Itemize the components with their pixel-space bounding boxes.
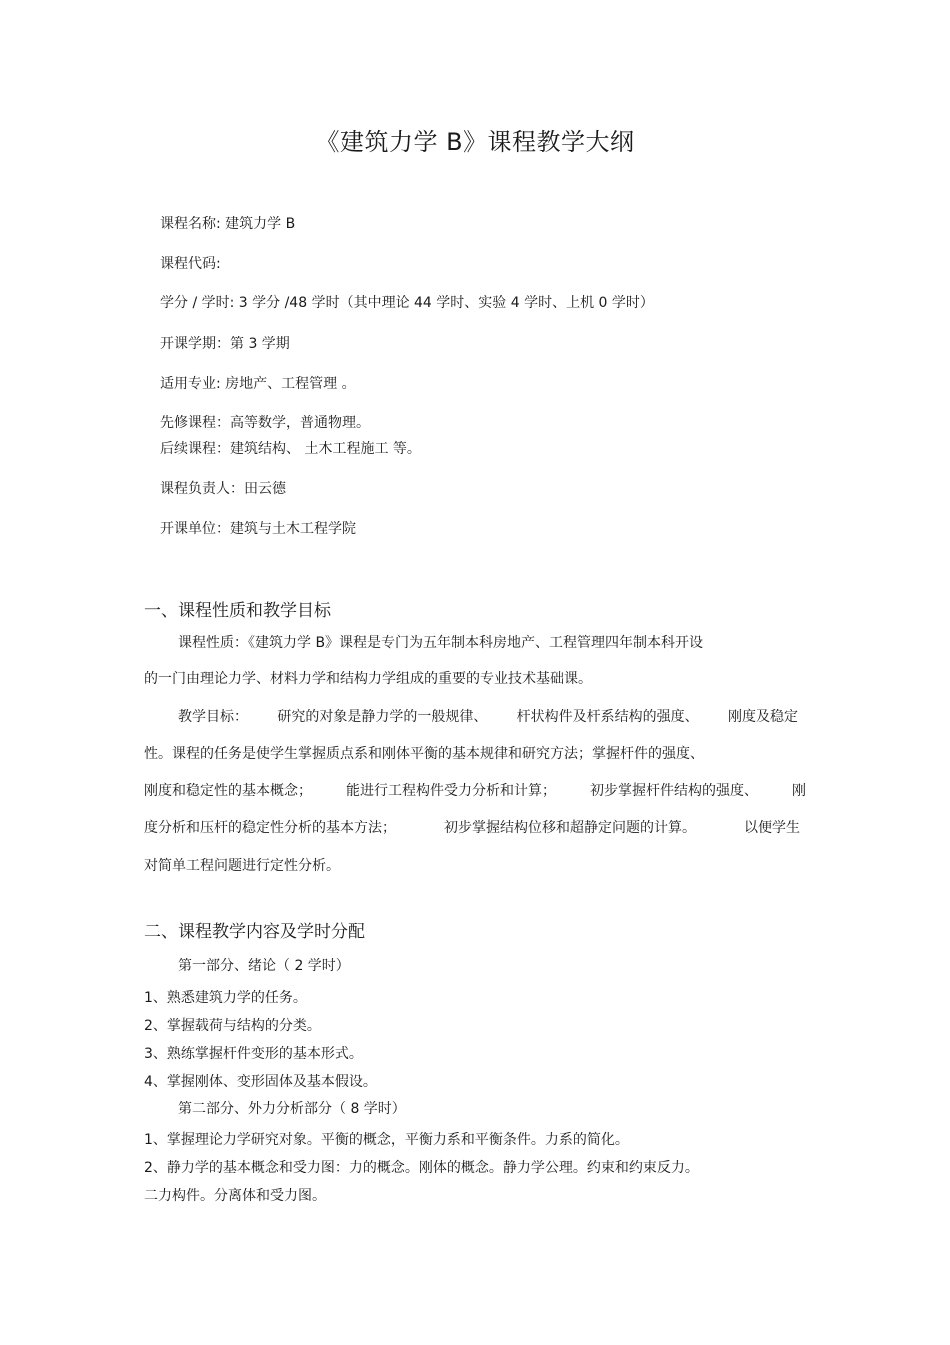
- goal-line-1-seg: 杆状构件及杆系结构的强度、: [516, 709, 699, 725]
- part1-item: 1、熟悉建筑力学的任务。: [144, 990, 307, 1006]
- goal-line-1-seg: 教学目标：: [178, 709, 248, 725]
- nature-line-1: 课程性质：《建筑力学 B》课程是专门为五年制本科房地产、工程管理四年制本科开设: [178, 635, 704, 651]
- course-unit: 开课单位：建筑与土木工程学院: [160, 521, 356, 537]
- part1-item: 4、掌握刚体、变形固体及基本假设。: [144, 1074, 377, 1090]
- course-credits: 学分 / 学时: 3 学分 /48 学时（其中理论 44 学时、实验 4 学时、上机 0 学时）: [160, 295, 654, 311]
- goal-line-3-seg: 能进行工程构件受力分析和计算；: [346, 783, 556, 799]
- goal-line-1: [178, 706, 798, 726]
- section1-heading: 一、课程性质和教学目标: [144, 601, 331, 621]
- page-title: 《建筑力学 B》课程教学大纲: [315, 128, 635, 156]
- goal-line-5: 对简单工程问题进行定性分析。: [144, 858, 340, 874]
- part2-title: 第二部分、外力分析部分（ 8 学时）: [178, 1101, 406, 1117]
- goal-line-2: 性。课程的任务是使学生掌握质点系和刚体平衡的基本规律和研究方法；掌握杆件的强度、: [144, 746, 704, 762]
- course-followup: 后续课程：建筑结构、 土木工程施工 等。: [160, 441, 421, 457]
- course-code: 课程代码:: [160, 256, 221, 272]
- section2-heading: 二、课程教学内容及学时分配: [144, 922, 365, 942]
- part2-item: 二力构件。分离体和受力图。: [144, 1188, 326, 1204]
- course-name: 课程名称: 建筑力学 B: [160, 216, 296, 232]
- goal-line-4-seg: 初步掌握结构位移和超静定问题的计算。: [444, 820, 696, 836]
- goal-line-4-seg: 以便学生: [744, 820, 800, 836]
- goal-line-3-seg: 刚度和稳定性的基本概念；: [144, 783, 312, 799]
- goal-line-3-seg: 刚: [792, 783, 806, 799]
- course-majors: 适用专业: 房地产、工程管理 。: [160, 376, 356, 392]
- part1-item: 2、掌握载荷与结构的分类。: [144, 1018, 321, 1034]
- part2-item: 1、掌握理论力学研究对象。平衡的概念，平衡力系和平衡条件。力系的简化。: [144, 1132, 629, 1148]
- course-prereq: 先修课程：高等数学，普通物理。: [160, 415, 370, 431]
- goal-line-1-seg: 研究的对象是静力学的一般规律、: [277, 709, 488, 725]
- course-owner: 课程负责人：田云德: [160, 481, 286, 497]
- goal-line-4: [144, 817, 800, 837]
- goal-line-4-seg: 度分析和压杆的稳定性分析的基本方法；: [144, 820, 396, 836]
- part1-item: 3、熟练掌握杆件变形的基本形式。: [144, 1046, 363, 1062]
- part1-title: 第一部分、绪论（ 2 学时）: [178, 958, 350, 974]
- nature-line-2: 的一门由理论力学、材料力学和结构力学组成的重要的专业技术基础课。: [144, 671, 592, 687]
- goal-line-1-seg: 刚度及稳定: [727, 709, 798, 725]
- course-semester: 开课学期：第 3 学期: [160, 336, 290, 352]
- part2-item: 2、静力学的基本概念和受力图：力的概念。刚体的概念。静力学公理。约束和约束反力。: [144, 1160, 699, 1176]
- goal-line-3: [144, 780, 806, 800]
- goal-line-3-seg: 初步掌握杆件结构的强度、: [590, 783, 758, 799]
